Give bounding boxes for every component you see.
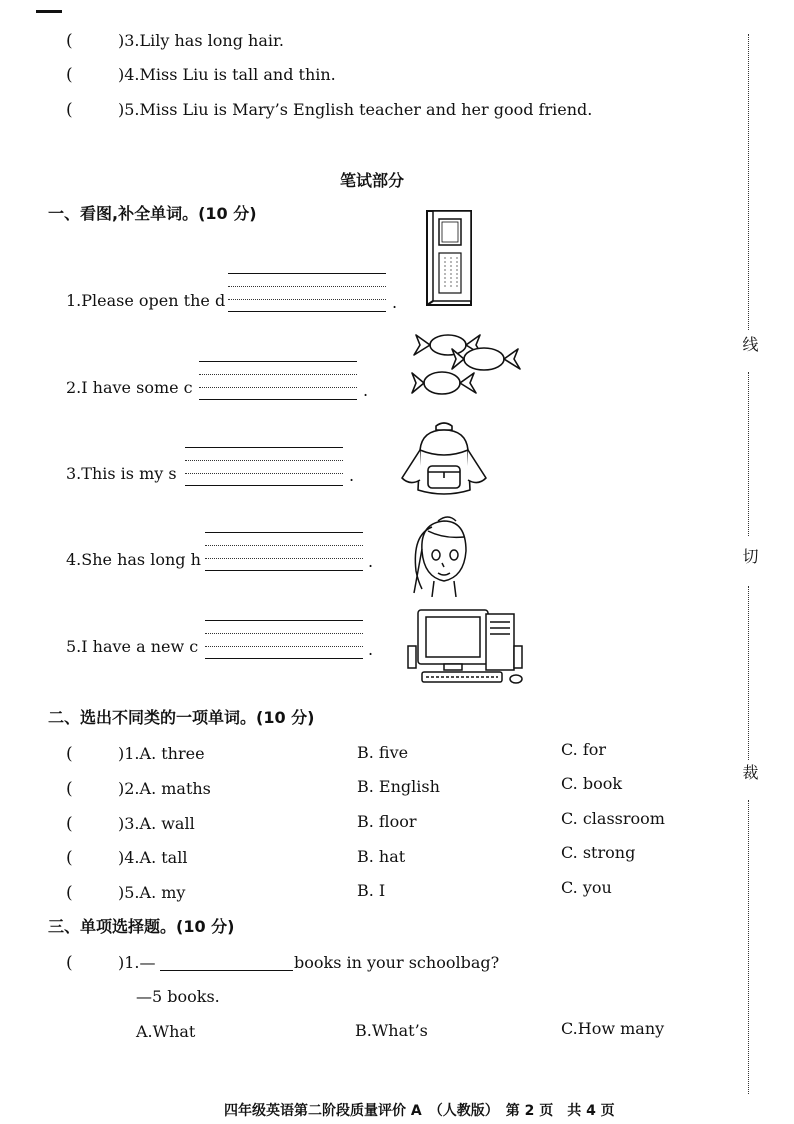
section1-item-1: 1.Please open the d: [66, 291, 226, 310]
section3-heading: 三、单项选择题。(10 分): [48, 917, 235, 936]
computer-icon: [406, 606, 532, 686]
writing-grid-4[interactable]: [205, 532, 363, 570]
section1-heading: 一、看图,补全单词。(10 分): [48, 204, 257, 223]
listening-item-5: )5.Miss Liu is Mary’s English teacher and her good friend.: [118, 100, 593, 119]
girl-hair-icon: [408, 515, 478, 597]
section2-option-b-1: B. five: [357, 743, 409, 762]
section2-option-b-2: B. English: [357, 777, 440, 796]
section1-item-5: 5.I have a new c: [66, 637, 199, 656]
section2-option-c-4: C. strong: [561, 843, 636, 862]
writing-grid-3[interactable]: [185, 447, 343, 485]
section2-option-b-3: B. floor: [357, 812, 417, 831]
candy-icon: [410, 327, 524, 403]
section1-end-1: .: [392, 293, 398, 312]
section1-end-5: .: [368, 640, 374, 659]
section1-end-4: .: [368, 552, 374, 571]
answer-blank[interactable]: [160, 954, 293, 975]
cut-line-segment: [748, 586, 749, 760]
section2-option-a-3: )3.A. wall: [118, 814, 195, 833]
section2-paren-5: (: [66, 883, 73, 903]
section2-option-a-4: )4.A. tall: [118, 848, 188, 867]
writing-grid-2[interactable]: [199, 361, 357, 399]
section2-paren-1: (: [66, 744, 73, 764]
section1-item-4: 4.She has long h: [66, 550, 201, 569]
section1-item-3: 3.This is my s: [66, 464, 177, 483]
section2-option-c-1: C. for: [561, 740, 607, 759]
cut-char-cai: 裁: [740, 764, 759, 780]
listening-item-3: )3.Lily has long hair.: [118, 31, 284, 50]
writing-grid-5[interactable]: [205, 620, 363, 658]
cut-line-segment: [748, 800, 749, 1094]
section1-item-2: 2.I have some c: [66, 378, 193, 397]
section1-end-3: .: [349, 466, 355, 485]
section2-option-b-5: B. I: [357, 881, 386, 900]
listening-paren-5: (: [66, 100, 73, 120]
top-dash-mark: [36, 10, 62, 13]
section2-option-a-1: )1.A. three: [118, 744, 205, 763]
cut-char-xian: 线: [740, 336, 759, 352]
section2-option-c-3: C. classroom: [561, 809, 665, 828]
section2-paren-4: (: [66, 848, 73, 868]
section3-q1-option-a: A.What: [136, 1022, 196, 1041]
page-footer: 四年级英语第二阶段质量评价 A （人教版） 第 2 页 共 4 页: [224, 1103, 615, 1119]
section3-q1-suffix: books in your schoolbag?: [294, 953, 500, 972]
section3-q1-answer: —5 books.: [136, 987, 220, 1006]
listening-item-4: )4.Miss Liu is tall and thin.: [118, 65, 336, 84]
section2-heading: 二、选出不同类的一项单词。(10 分): [48, 708, 315, 727]
schoolbag-icon: [396, 420, 492, 500]
section3-q1-option-c: C.How many: [561, 1019, 665, 1038]
cut-char-qie: 切: [740, 548, 759, 564]
listening-paren-3: (: [66, 31, 73, 51]
section3-q1-option-b: B.What’s: [355, 1021, 428, 1040]
section1-end-2: .: [363, 381, 369, 400]
cut-line-segment: [748, 34, 749, 330]
section2-option-b-4: B. hat: [357, 847, 406, 866]
door-icon: [423, 207, 475, 307]
cut-line-segment: [748, 372, 749, 536]
section3-paren-1: (: [66, 953, 73, 973]
section2-option-a-5: )5.A. my: [118, 883, 186, 902]
writing-grid-1[interactable]: [228, 273, 386, 311]
section2-paren-3: (: [66, 814, 73, 834]
section2-paren-2: (: [66, 779, 73, 799]
section3-q1-prefix: )1.—: [118, 953, 156, 972]
section2-option-c-5: C. you: [561, 878, 612, 897]
section2-option-a-2: )2.A. maths: [118, 779, 211, 798]
section2-option-c-2: C. book: [561, 774, 623, 793]
written-part-title: 笔试部分: [340, 171, 405, 190]
listening-paren-4: (: [66, 65, 73, 85]
